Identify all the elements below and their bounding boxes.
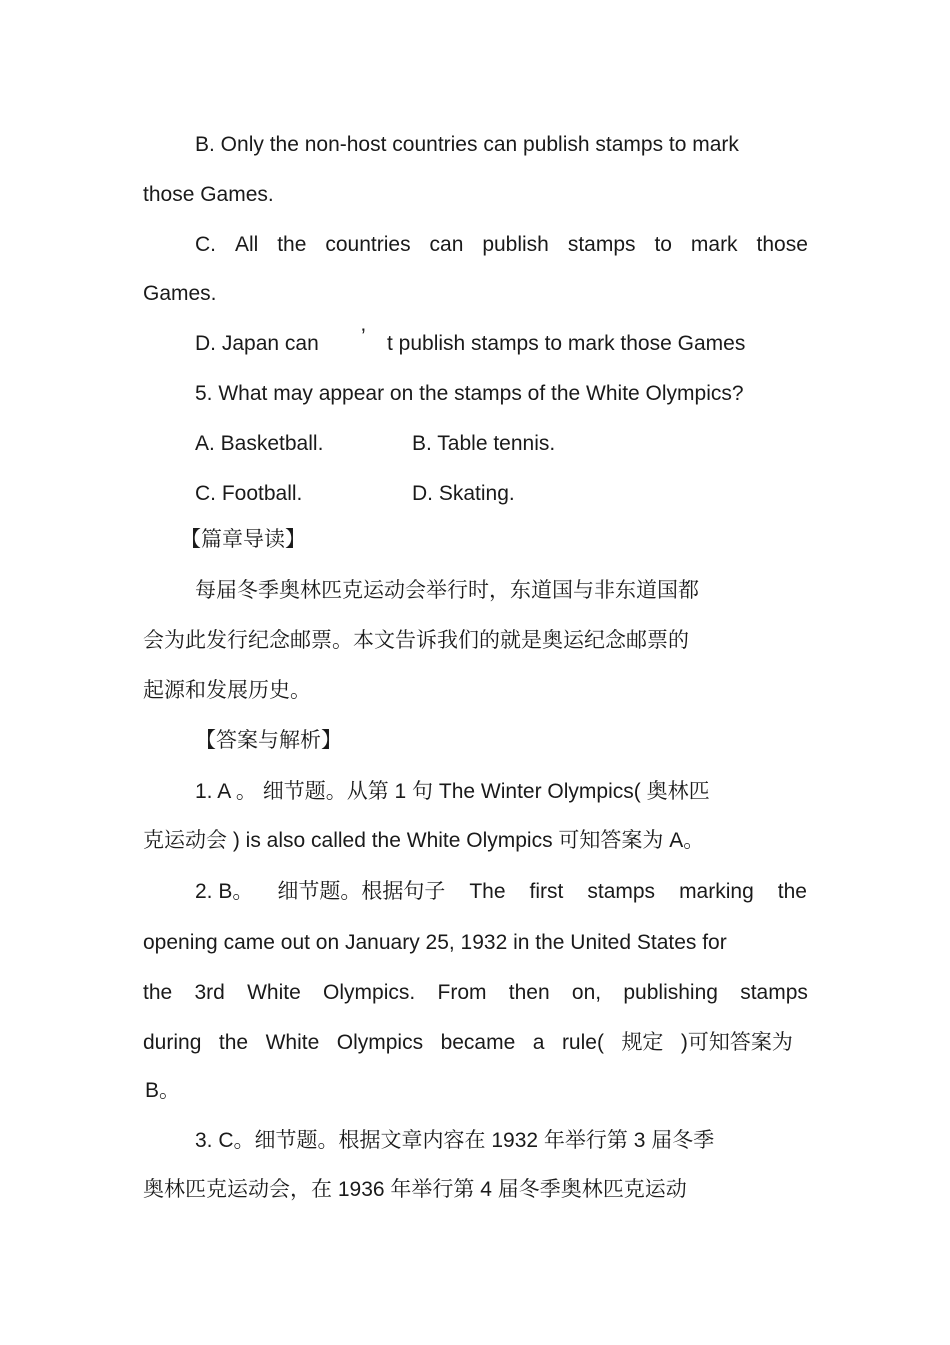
- word: From: [437, 981, 487, 1004]
- word: publishing: [623, 981, 718, 1004]
- word: a: [532, 1031, 545, 1054]
- word: mark: [690, 233, 738, 256]
- word: the: [143, 981, 173, 1004]
- answer2-line4: [143, 1028, 793, 1058]
- word: the: [218, 1031, 249, 1054]
- word: stamps: [587, 880, 656, 903]
- answer3-line1: 3. C。细节题。根据文章内容在 1932 年举行第 3 届冬季: [195, 1129, 715, 1152]
- word: All: [234, 233, 259, 256]
- q4-option-c-line2: Games.: [143, 282, 217, 305]
- q5-question: 5. What may appear on the stamps of the White Olympics?: [195, 382, 744, 405]
- word: stamps: [740, 981, 808, 1004]
- word: countries: [325, 233, 411, 256]
- word: became: [440, 1031, 516, 1054]
- q5-option-a: A. Basketball.: [195, 432, 324, 455]
- word: on,: [571, 981, 602, 1004]
- word: C.: [195, 233, 216, 256]
- word: the: [777, 880, 807, 903]
- word: 规定: [621, 1031, 664, 1054]
- q5-option-b: B. Table tennis.: [412, 432, 556, 455]
- word: those: [756, 233, 808, 256]
- answers-heading: 【答案与解析】: [195, 729, 342, 752]
- q4-option-d-line1-a: D. Japan can: [195, 332, 319, 355]
- word: the: [277, 233, 307, 256]
- q5-option-d: D. Skating.: [412, 482, 515, 505]
- answer3-line2: 奥林匹克运动会，在 1936 年举行第 4 届冬季奥林匹克运动: [143, 1178, 687, 1201]
- word: publish: [482, 233, 549, 256]
- answer2-line5: B。: [145, 1079, 181, 1102]
- word: 2. B。: [195, 880, 254, 903]
- q4-option-c-line1: [195, 230, 808, 260]
- q4-option-d-apostrophe: ’: [361, 325, 366, 348]
- answer1-line1: 1. A 。 细节题。从第 1 句 The Winter Olympics( 奥林匹: [195, 780, 710, 803]
- q4-option-b-line1: B. Only the non-host countries can publish stamps to mark: [195, 133, 739, 156]
- guide-heading: 【篇章导读】: [180, 528, 306, 551]
- guide-line3: 起源和发展历史。: [143, 679, 311, 702]
- word: White: [247, 981, 301, 1004]
- word: White: [265, 1031, 320, 1054]
- word: during: [143, 1031, 202, 1054]
- word: The: [469, 880, 506, 903]
- word: first: [529, 880, 564, 903]
- q5-option-c: C. Football.: [195, 482, 303, 505]
- word: stamps: [567, 233, 636, 256]
- word: rule(: [561, 1031, 604, 1054]
- q4-option-d-line1-b: t publish stamps to mark those Games: [387, 332, 746, 355]
- word: Olympics.: [323, 981, 416, 1004]
- guide-line1: 每届冬季奥林匹克运动会举行时，东道国与非东道国都: [195, 579, 699, 602]
- word: Olympics: [336, 1031, 424, 1054]
- answer2-line2: opening came out on January 25, 1932 in the United States for: [143, 931, 727, 954]
- word: then: [508, 981, 550, 1004]
- word: marking: [679, 880, 754, 903]
- word: )可知答案为: [680, 1031, 793, 1054]
- q4-option-b-line2: those Games.: [143, 183, 274, 206]
- word: can: [429, 233, 464, 256]
- answer1-line2: 克运动会 ) is also called the White Olympics 可知答案为 A。: [143, 829, 705, 852]
- guide-line2: 会为此发行纪念邮票。本文告诉我们的就是奥运纪念邮票的: [143, 629, 689, 652]
- answer2-line1: [195, 877, 807, 907]
- answer2-line3: [143, 978, 808, 1008]
- word: 3rd: [194, 981, 225, 1004]
- word: to: [654, 233, 672, 256]
- word: 细节题。根据句子: [277, 880, 446, 903]
